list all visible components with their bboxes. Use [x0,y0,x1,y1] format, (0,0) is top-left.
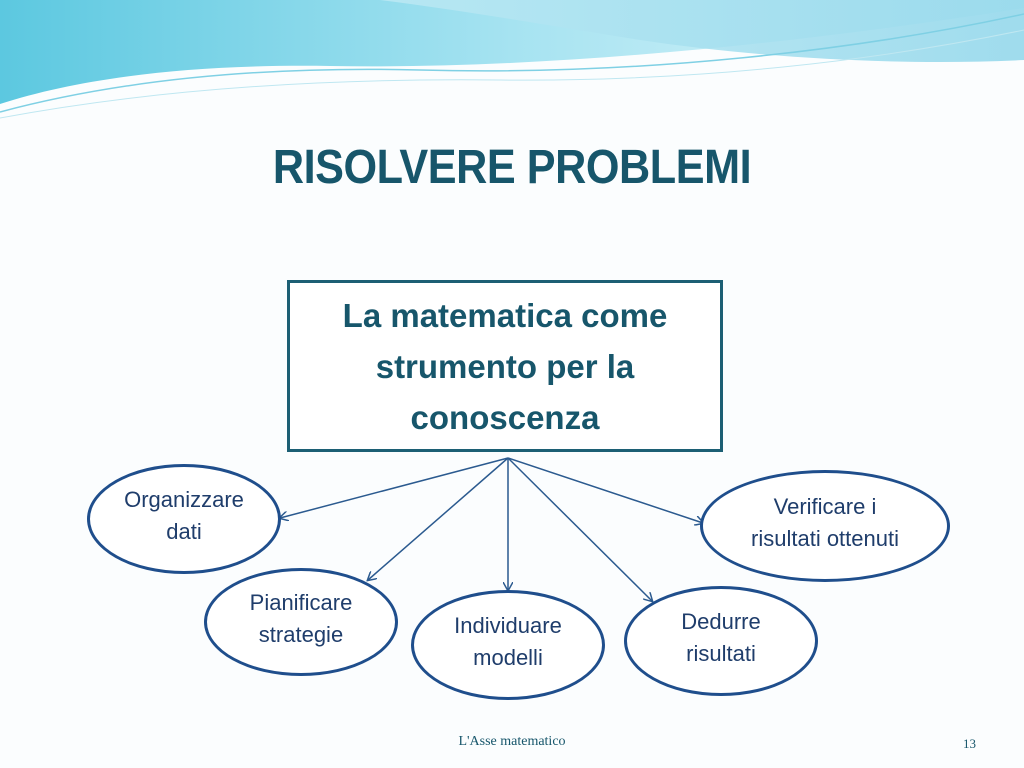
node-individuare-modelli [411,590,605,700]
node-label: Organizzare dati [124,487,244,544]
page-number: 13 [963,736,976,751]
footer-text: L'Asse matematico [458,734,566,749]
node-organizzare-dati [87,464,281,574]
arrow-to-dedurre [508,458,652,601]
arrow-to-verificare [508,458,703,523]
central-concept-box [287,280,723,452]
node-dedurre-risultati [624,586,818,696]
node-label: Pianificare strategie [249,590,353,647]
node-label: Verificare i risultati ottenuti [751,494,899,551]
central-concept-text: La matematica come strumento per la conoscenza [342,296,668,436]
node-label: Individuare modelli [454,613,562,670]
node-verificare-risultati [700,470,950,582]
slide-title: RISOLVERE PROBLEMI [272,141,752,194]
node-pianificare-strategie [204,568,398,676]
node-label: Dedurre risultati [681,609,761,666]
